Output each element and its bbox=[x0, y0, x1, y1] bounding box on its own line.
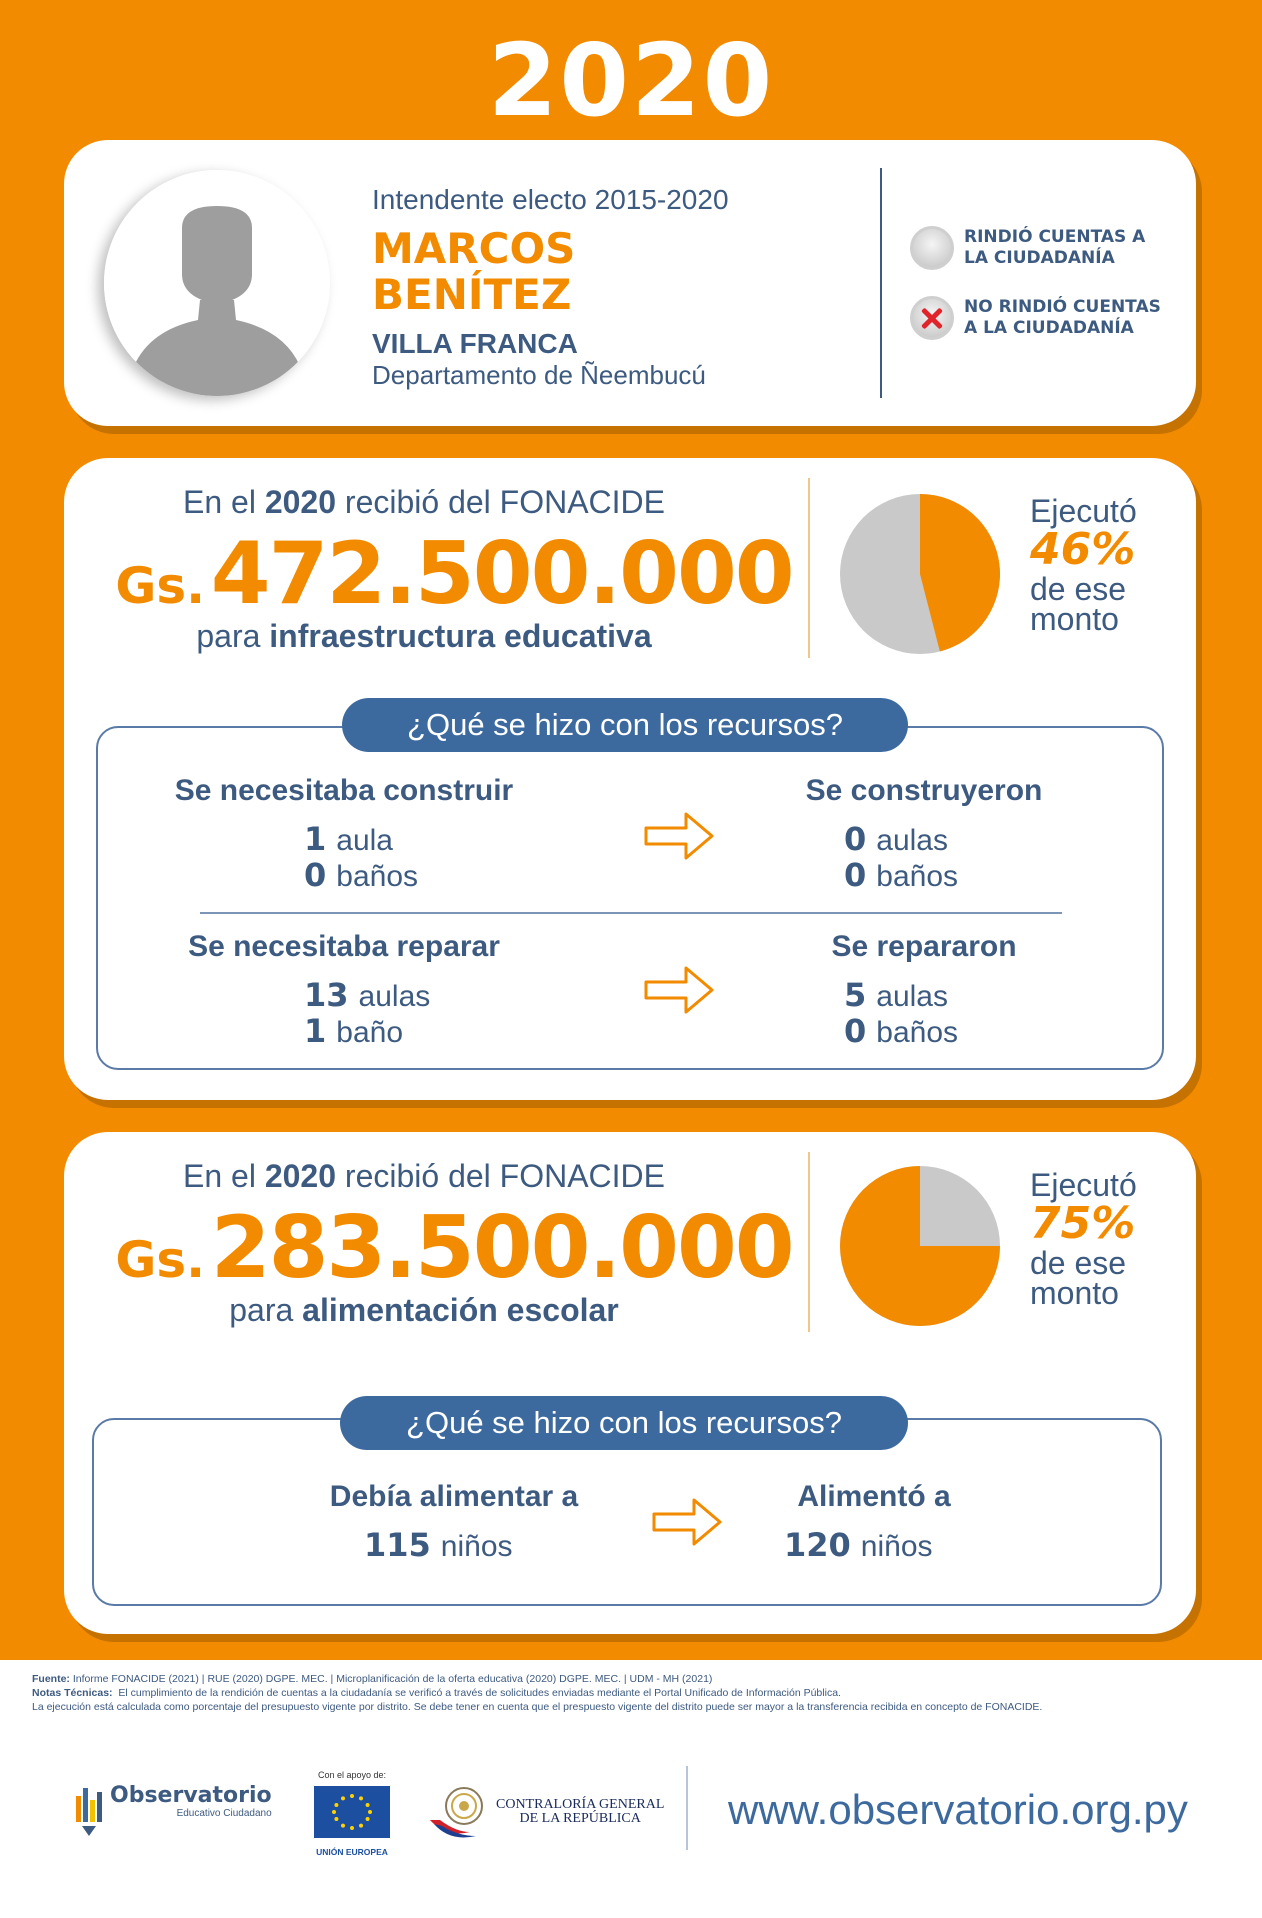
contraloria-seal-icon bbox=[426, 1782, 490, 1842]
person-silhouette-icon bbox=[104, 170, 330, 396]
food-panel-title: ¿Qué se hizo con los recursos? bbox=[340, 1396, 908, 1450]
infra-received-line bbox=[64, 484, 784, 521]
footer-notes bbox=[32, 1672, 1242, 1714]
eu-logo bbox=[312, 1770, 392, 1857]
infrastructure-card bbox=[64, 458, 1196, 1100]
label: baños bbox=[336, 860, 419, 893]
eu-caption: UNIÓN EUROPEA bbox=[316, 1847, 388, 1857]
official-role: Intendente electo 2015-2020 bbox=[372, 184, 729, 215]
observatorio-subtitle: Educativo Ciudadano bbox=[176, 1808, 272, 1819]
legend-not-rendered bbox=[910, 296, 1164, 340]
legend-rendered-label: RINDIÓ CUENTAS A LA CIUDADANÍA bbox=[964, 227, 1146, 268]
official-card bbox=[64, 140, 1196, 426]
food-executed-label: Ejecutó bbox=[1030, 1167, 1137, 1203]
count: 1 bbox=[304, 1012, 327, 1050]
contraloria-logo bbox=[426, 1782, 664, 1842]
observatorio-name: Observatorio bbox=[110, 1783, 272, 1808]
label: baño bbox=[336, 1016, 404, 1049]
card-divider bbox=[808, 1152, 810, 1332]
label: aula bbox=[336, 824, 393, 857]
source-text: Informe FONACIDE (2021) | RUE (2020) DGPE. MEC. | Microplanificación de la oferta educativa (2020) DGPE. MEC. | UDM - MH (2021) bbox=[72, 1673, 713, 1685]
year-title: 2020 bbox=[487, 22, 775, 139]
label: baños bbox=[876, 1016, 959, 1049]
eu-flag-icon bbox=[314, 1786, 390, 1838]
official-first-name: MARCOS bbox=[372, 224, 576, 273]
infra-amount bbox=[104, 524, 804, 624]
food-card bbox=[64, 1132, 1196, 1634]
red-x-icon bbox=[910, 296, 954, 340]
built-item bbox=[844, 856, 958, 894]
label: aulas bbox=[876, 824, 948, 857]
food-actual-head: Alimentó a bbox=[797, 1480, 951, 1513]
food-target-head: Debía alimentar a bbox=[329, 1480, 579, 1513]
infra-line1-suffix: recibió del FONACIDE bbox=[344, 484, 665, 520]
food-executed-suffix1: de ese bbox=[1030, 1245, 1127, 1281]
food-purpose: alimentación escolar bbox=[302, 1292, 619, 1328]
build-needed-item bbox=[304, 856, 418, 894]
label: aulas bbox=[358, 980, 431, 1013]
repaired-item bbox=[844, 1012, 958, 1050]
infra-line1-prefix: En el bbox=[183, 484, 256, 520]
count: 5 bbox=[844, 976, 867, 1014]
infra-purpose-line bbox=[64, 618, 784, 655]
repair-needed-item bbox=[304, 976, 430, 1014]
food-executed-pct: 75% bbox=[1030, 1198, 1136, 1249]
footer-technical-notes bbox=[32, 1686, 1242, 1700]
website-link[interactable]: www.observatorio.org.py bbox=[728, 1786, 1188, 1833]
contraloria-line2: DE LA REPÚBLICA bbox=[519, 1811, 641, 1826]
food-execution-pie bbox=[840, 1166, 1000, 1326]
card-divider bbox=[880, 168, 882, 398]
food-purpose-line bbox=[64, 1292, 784, 1329]
avatar bbox=[104, 170, 330, 396]
count: 13 bbox=[304, 976, 349, 1014]
bar-chart-icon bbox=[76, 1784, 104, 1836]
food-amount-value: 283.500.000 bbox=[210, 1198, 793, 1298]
notes-label: Notas Técnicas: bbox=[32, 1687, 113, 1699]
food-received-line bbox=[64, 1158, 784, 1195]
observatorio-logo bbox=[76, 1784, 272, 1836]
count: 120 bbox=[784, 1526, 851, 1564]
infra-panel-title: ¿Qué se hizo con los recursos? bbox=[342, 698, 908, 752]
food-executed-block bbox=[1030, 1167, 1137, 1311]
infra-execution-pie bbox=[840, 494, 1000, 654]
section-divider bbox=[200, 912, 1062, 914]
label: niños bbox=[440, 1530, 513, 1563]
arrow-right-icon bbox=[650, 1494, 726, 1550]
count: 1 bbox=[304, 820, 327, 858]
infra-executed-label: Ejecutó bbox=[1030, 493, 1137, 529]
circle-icon bbox=[910, 226, 954, 270]
infra-purpose: infraestructura educativa bbox=[269, 618, 652, 654]
count: 0 bbox=[844, 820, 867, 858]
official-last-name: BENÍTEZ bbox=[372, 270, 572, 319]
food-line1-prefix: En el bbox=[183, 1158, 256, 1194]
infra-currency: Gs. bbox=[115, 557, 206, 615]
label: baños bbox=[876, 860, 959, 893]
infra-line1-year: 2020 bbox=[264, 484, 337, 520]
repaired-item bbox=[844, 976, 948, 1014]
count: 0 bbox=[844, 1012, 867, 1050]
official-department: Departamento de Ñeembucú bbox=[372, 360, 706, 390]
food-amount bbox=[104, 1198, 804, 1298]
infra-executed-pct: 46% bbox=[1030, 524, 1136, 575]
arrow-right-icon bbox=[642, 962, 718, 1018]
food-line1-year: 2020 bbox=[264, 1158, 337, 1194]
build-needed-item bbox=[304, 820, 393, 858]
notes-text-1: El cumplimiento de la rendición de cuentas a la ciudadanía se verificó a través de solicitudes enviadas mediante el Portal Unificado de Información Pública. bbox=[118, 1687, 841, 1699]
count: 115 bbox=[364, 1526, 431, 1564]
infra-executed-suffix1: de ese bbox=[1030, 571, 1127, 607]
footer-source bbox=[32, 1672, 1242, 1686]
eu-support-text: Con el apoyo de: bbox=[317, 1770, 387, 1780]
infra-executed-suffix2: monto bbox=[1030, 601, 1119, 637]
built-item bbox=[844, 820, 948, 858]
infra-purpose-prefix: para bbox=[196, 618, 261, 654]
footer-technical-notes-2: La ejecución está calculada como porcentaje del presupuesto vigente por distrito. Se debe tener en cuenta que el prespuesto vigente del distrito puede ser mayor a la transferencia recibida en concepto de FONACIDE. bbox=[32, 1701, 1043, 1713]
build-needed-head: Se necesitaba construir bbox=[174, 774, 514, 807]
food-line1-suffix: recibió del FONACIDE bbox=[344, 1158, 665, 1194]
infra-executed-block bbox=[1030, 493, 1137, 637]
count: 0 bbox=[304, 856, 327, 894]
repaired-head: Se repararon bbox=[831, 930, 1017, 963]
official-city: VILLA FRANCA bbox=[372, 328, 578, 359]
food-target-item bbox=[364, 1526, 513, 1564]
contraloria-line1: CONTRALORÍA GENERAL bbox=[496, 1797, 665, 1812]
label: niños bbox=[860, 1530, 933, 1563]
infra-amount-value: 472.500.000 bbox=[210, 524, 793, 624]
count: 0 bbox=[844, 856, 867, 894]
label: aulas bbox=[876, 980, 948, 1013]
built-head: Se construyeron bbox=[805, 774, 1043, 807]
footer-divider bbox=[686, 1766, 688, 1850]
card-divider bbox=[808, 478, 810, 658]
food-purpose-prefix: para bbox=[229, 1292, 294, 1328]
source-label: Fuente: bbox=[32, 1673, 70, 1685]
legend-rendered bbox=[910, 226, 1154, 270]
food-currency: Gs. bbox=[115, 1231, 206, 1289]
repair-needed-head: Se necesitaba reparar bbox=[188, 930, 500, 963]
repair-needed-item bbox=[304, 1012, 403, 1050]
food-actual-item bbox=[784, 1526, 933, 1564]
legend-not-rendered-label: NO RINDIÓ CUENTAS A LA CIUDADANÍA bbox=[964, 297, 1161, 338]
arrow-right-icon bbox=[642, 808, 718, 864]
food-executed-suffix2: monto bbox=[1030, 1275, 1119, 1311]
